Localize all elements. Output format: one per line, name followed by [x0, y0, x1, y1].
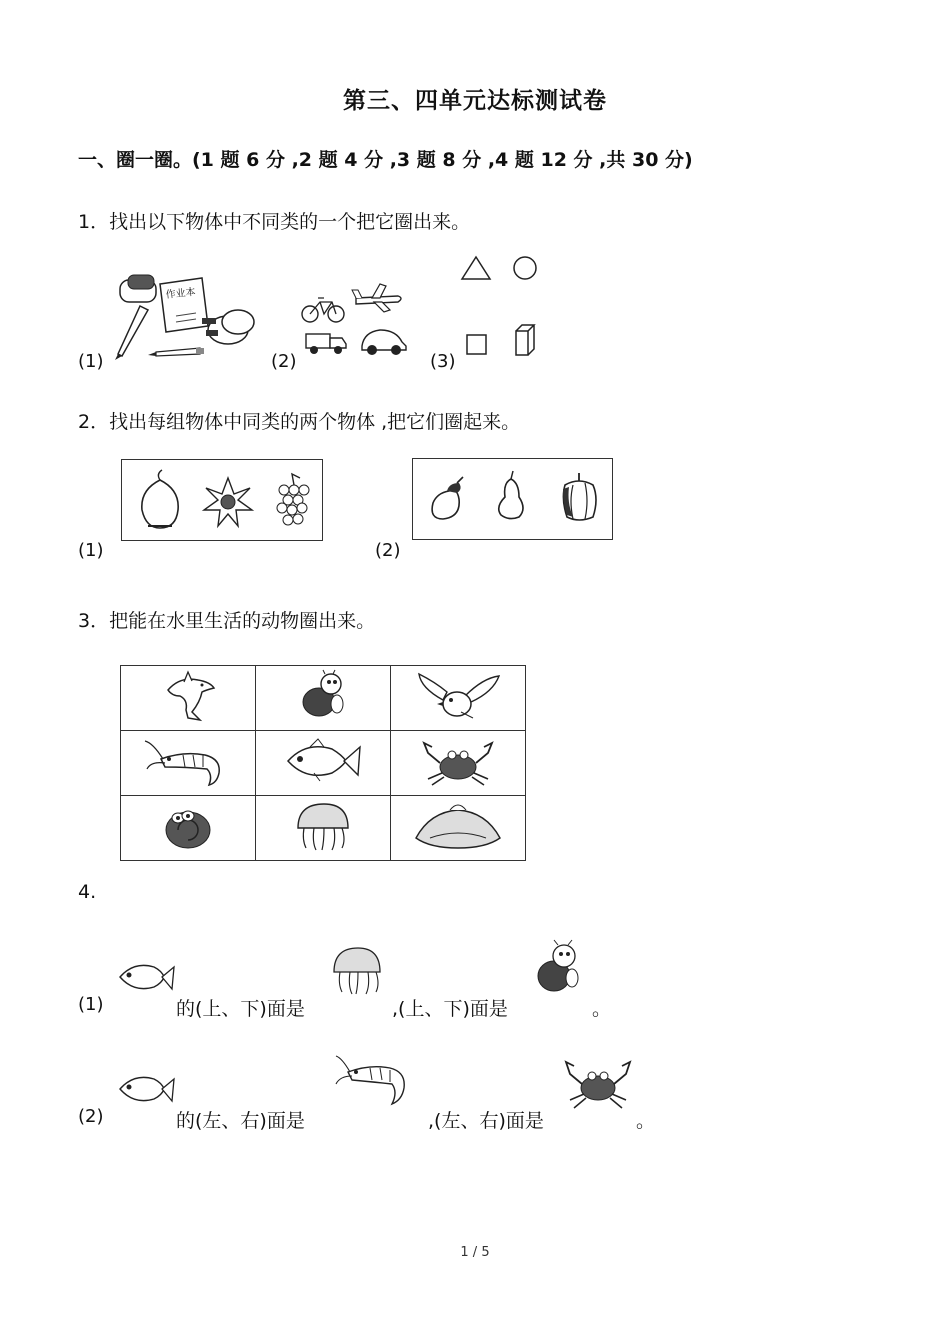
q1-label-1: (1): [78, 351, 104, 372]
q4-line1-text-1: 的(上、下)面是: [176, 998, 305, 1020]
q4-line2-label: (2): [78, 1106, 104, 1127]
peach-icon: [142, 470, 178, 528]
ping-pong-paddle-icon: [202, 310, 254, 344]
pen-icon: [115, 306, 148, 360]
fish-icon: [116, 955, 176, 999]
eggplant-icon: [432, 477, 463, 519]
q2-label-1: (1): [78, 540, 104, 561]
question-4-number: 4.: [78, 881, 97, 903]
q1-group-1-picture: [110, 270, 260, 362]
q2-box-1: [121, 459, 323, 541]
triangle-icon: [462, 257, 490, 279]
q1-group-2-picture: [300, 280, 410, 360]
grid-cell[interactable]: [121, 666, 256, 731]
fish-icon: [280, 733, 366, 789]
grid-cell[interactable]: [391, 731, 526, 796]
square-icon: [467, 335, 486, 354]
q4-line2-text-1: 的(左、右)面是: [176, 1110, 305, 1132]
turtle-icon: [530, 938, 584, 996]
eraser-icon: [120, 275, 156, 302]
q2-label-2: (2): [375, 540, 401, 561]
grapes-icon: [277, 474, 309, 525]
snail-icon: [158, 798, 218, 854]
q3-animal-grid: [120, 665, 526, 861]
page-number: 1 / 5: [460, 1245, 490, 1260]
question-3-text: 3．把能在水里生活的动物圈出来。: [78, 610, 376, 632]
grid-cell[interactable]: [256, 731, 391, 796]
grid-cell[interactable]: [121, 731, 256, 796]
q1-label-2: (2): [271, 351, 297, 372]
pencil-icon: [148, 348, 204, 356]
q4-line1-end: 。: [592, 998, 612, 1020]
pepper-icon: [563, 473, 596, 520]
crab-icon: [562, 1052, 634, 1112]
truck-icon: [306, 334, 346, 354]
q1-group-3-picture: [460, 255, 542, 360]
shrimp-icon: [143, 733, 233, 789]
cuboid-icon: [516, 325, 534, 355]
car-icon: [362, 330, 406, 355]
shell-icon: [410, 798, 506, 854]
turtle-icon: [293, 668, 353, 724]
pear-icon: [499, 471, 523, 519]
dolphin-icon: [158, 668, 218, 724]
page-title: 第三、四单元达标测试卷: [343, 88, 607, 114]
crab-icon: [418, 733, 498, 789]
q4-line1-label: (1): [78, 994, 104, 1015]
q2-box-2: [412, 458, 613, 540]
airplane-icon: [352, 284, 401, 312]
section-heading-1: 一、圈一圈。(1 题 6 分 ,2 题 4 分 ,3 题 8 分 ,4 题 12 分 ,共 30 分): [78, 149, 693, 171]
bird-icon: [413, 668, 503, 724]
q1-label-3: (3): [430, 351, 456, 372]
grid-cell[interactable]: [391, 796, 526, 861]
question-2-text: 2．找出每组物体中同类的两个物体 ,把它们圈起来。: [78, 411, 521, 433]
q4-line1-text-2: ,(上、下)面是: [392, 998, 508, 1020]
notebook-icon: [160, 278, 208, 332]
grid-cell[interactable]: [391, 666, 526, 731]
shrimp-icon: [334, 1050, 416, 1110]
question-1-text: 1．找出以下物体中不同类的一个把它圈出来。: [78, 211, 471, 233]
grid-cell[interactable]: [256, 666, 391, 731]
grid-cell[interactable]: [121, 796, 256, 861]
bicycle-icon: [302, 298, 344, 322]
notebook-label: 作业本: [165, 286, 197, 301]
jellyfish-icon: [288, 798, 358, 854]
flower-icon: [204, 478, 252, 526]
q4-line2-end: 。: [636, 1110, 656, 1132]
jellyfish-icon: [328, 944, 386, 996]
q4-line2-text-2: ,(左、右)面是: [428, 1110, 544, 1132]
circle-icon: [514, 257, 536, 279]
fish-icon: [116, 1067, 176, 1111]
grid-cell[interactable]: [256, 796, 391, 861]
